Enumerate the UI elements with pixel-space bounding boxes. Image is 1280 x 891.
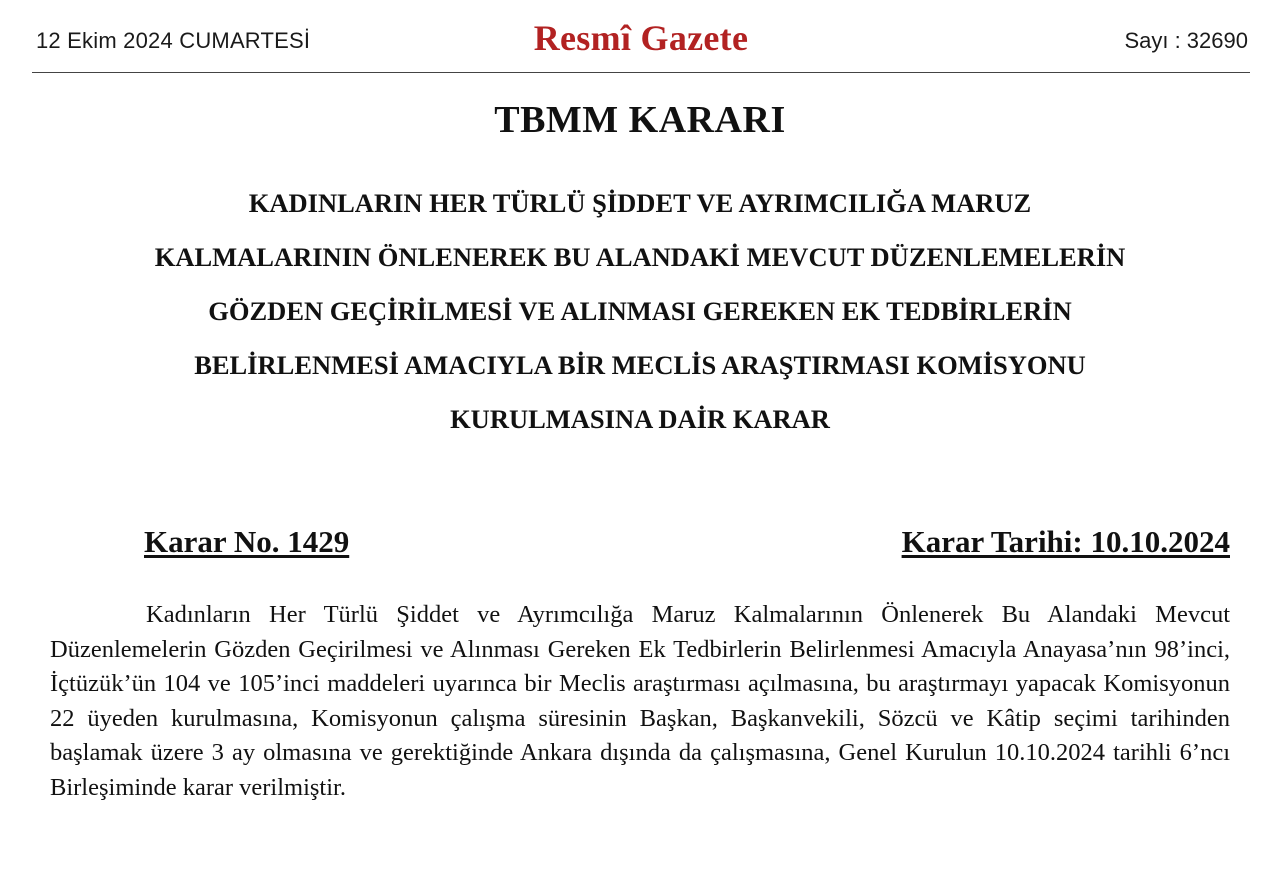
publication-date: 12 Ekim 2024 CUMARTESİ (36, 28, 311, 53)
issue-number: Sayı : 32690 (1124, 28, 1248, 53)
decision-number: Karar No. 1429 (144, 524, 350, 559)
gazette-header (32, 14, 1250, 73)
subject-line: KALMALARININ ÖNLENEREK BU ALANDAKİ MEVCUT DÜZENLEMELERİN (154, 242, 1126, 272)
subject-line: KADINLARIN HER TÜRLÜ ŞİDDET VE AYRIMCILIĞA MARUZ (248, 188, 1032, 218)
subject-line: KURULMASINA DAİR KARAR (450, 404, 830, 434)
decision-date: Karar Tarihi: 10.10.2024 (901, 524, 1230, 559)
document-type-heading: TBMM KARARI (494, 99, 786, 141)
subject-line: GÖZDEN GEÇİRİLMESİ VE ALINMASI GEREKEN EK TEDBİRLERİN (208, 296, 1072, 326)
decision-subject (40, 176, 1240, 446)
decision-body-paragraph: Kadınların Her Türlü Şiddet ve Ayrımcılığa Maruz Kalmalarının Önlenerek Bu Alandaki Mevcut Düzenlemelerin Gözden Geçirilmesi ve Alınması Gereken Ek Tedbirlerin Belirlenmesi Amacıyla Anayasa’nın 98’inci, İçtüzük’ün 104 ve 105’inci maddeleri uyarınca bir Meclis araştırması açılmasına, bu araştırmayı yapacak Komisyonun 22 üyeden kurulmasına, Komisyonun çalışma süresinin Başkan, Başkanvekili, Sözcü ve Kâtip seçimi tarihinden başlamak üzere 3 ay olmasına ve gerektiğinde Ankara dışında da çalışmasına, Genel Kurulun 10.10.2024 tarihli 6’ncı Birleşiminde karar verilmiştir. (50, 601, 1230, 801)
subject-line: BELİRLENMESİ AMACIYLA BİR MECLİS ARAŞTIRMASI KOMİSYONU (194, 350, 1086, 380)
gazette-title: Resmî Gazete (533, 18, 749, 58)
